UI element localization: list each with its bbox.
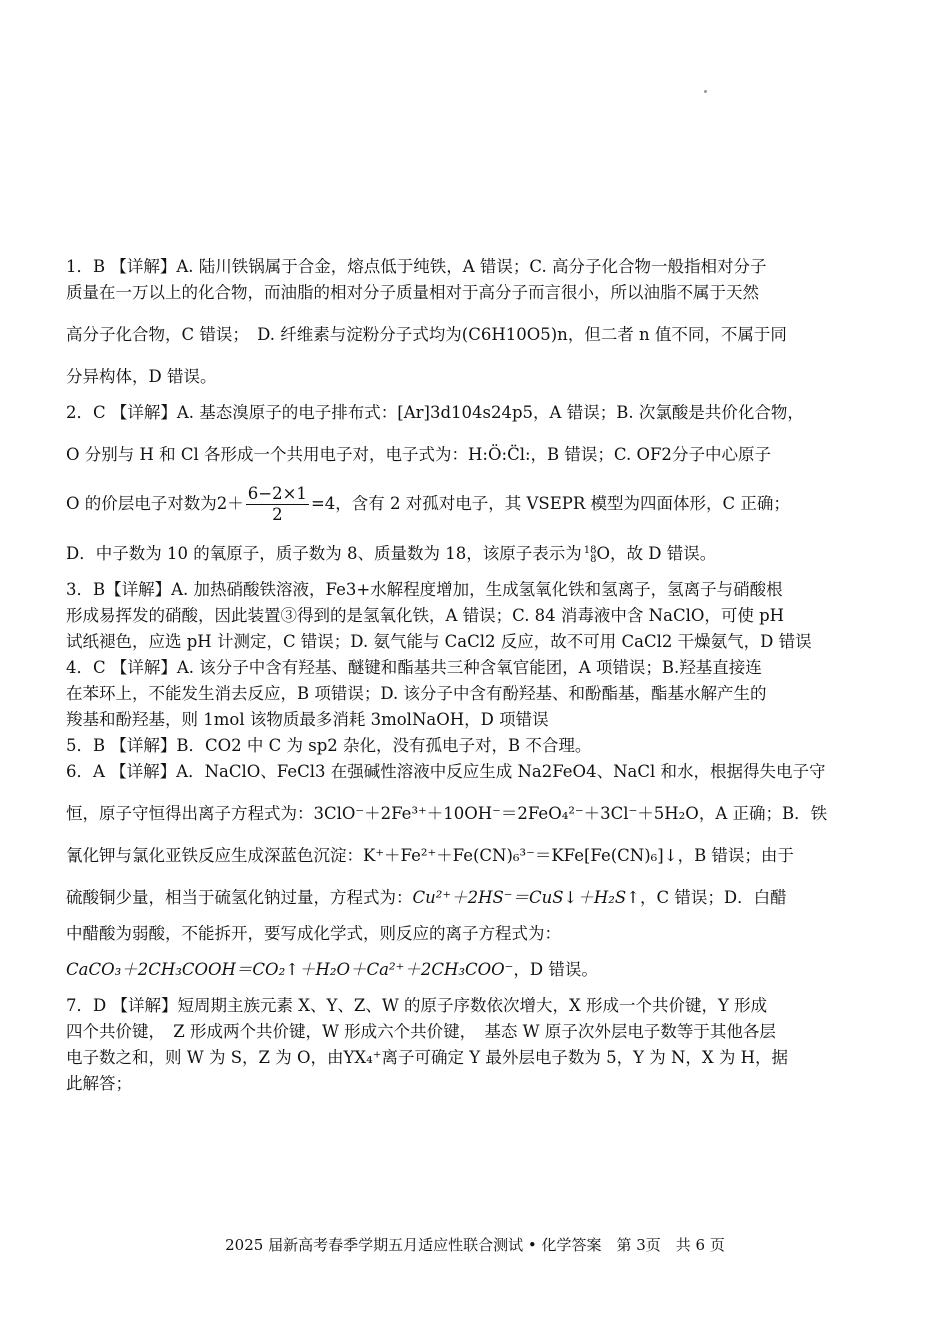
answer-6-line-2: 恒，原子守恒得出离子方程式为：3ClO⁻＋2Fe³⁺＋10OH⁻＝2FeO₄²⁻＋3Cl⁻＋5H₂O，A 正确；B．铁 xyxy=(66,804,828,823)
answer-3-line-1: 3．B【详解】A. 加热硝酸铁溶液，Fe3+水解程度增加，生成氢氧化铁和氢离子，氢离子与硝酸根 xyxy=(66,580,783,599)
of2-formula: OF2 xyxy=(636,445,672,464)
answer-4-line-1: 4．C 【详解】A. 该分子中含有羟基、醚键和酯基共三种含氧官能团，A 项错误；B.羟基直接连 xyxy=(66,658,762,677)
answer-3-line-2: 形成易挥发的硝酸，因此装置③得到的是氢氧化铁，A 错误；C. 84 消毒液中含 NaClO，可使 pH xyxy=(66,606,785,625)
answer-3 xyxy=(66,577,886,655)
answer-2-line-3: O 的价层电子对数为2＋ $\frac{6-2\times 1}{2}$ =4，含有 2 对孤对电子，其 VSEPR 模型为四面体形，C 正确； xyxy=(66,484,790,524)
answer-1-line-2: 质量在一万以上的化合物，而油脂的相对分子质量相对于高分子而言很小，所以油脂不属于天然 xyxy=(66,283,759,302)
answer-2 xyxy=(66,400,886,567)
answer-6-line-5: 中醋酸为弱酸，不能拆开，要写成化学式，则反应的离子方程式为： xyxy=(66,924,561,943)
valence-pair-fraction: $\frac{6-2\times 1}{2}$ xyxy=(247,484,307,524)
answer-6-line-1: 6．A 【详解】A．NaClO、FeCl3 在强碱性溶液中反应生成 Na2FeO4、NaCl 和水，根据得失电子守 xyxy=(66,762,826,781)
answer-7-line-2: 四个共价键， Z 形成两个共价键，W 形成六个共价键， 基态 W 原子次外层电子数等于其他各层 xyxy=(66,1022,776,1041)
answer-5-line-1: 5．B 【详解】B．CO2 中 C 为 sp2 杂化，没有孤电子对，B 不合理。 xyxy=(66,736,592,755)
answer-2-line-1: 2．C 【详解】A. 基态溴原子的电子排布式：[Ar]3d104s24p5，A 错误；B. 次氯酸是共价化合物， xyxy=(66,403,804,422)
answer-4-line-2: 在苯环上，不能发生消去反应，B 项错误；D. 该分子中含有酚羟基、和酚酯基，酯基水解产生的 xyxy=(66,684,767,703)
answer-6 xyxy=(66,759,886,983)
answer-7-line-4: 此解答； xyxy=(66,1074,132,1093)
answer-1-line-3: 高分子化合物，C 错误； D. 纤维素与淀粉分子式均为(C6H10O5)n，但二者 n 值不同，不属于同 xyxy=(66,325,787,344)
answer-5 xyxy=(66,733,886,759)
cellulose-formula: (C6H10O5)n xyxy=(461,325,568,344)
ammonium-ion: YX₄⁺ xyxy=(343,1048,382,1067)
prussian-blue-equation: K⁺＋Fe²⁺＋Fe(CN)₆³⁻＝KFe[Fe(CN)₆]↓ xyxy=(363,846,678,865)
answer-1-line-4: 分异构体，D 错误。 xyxy=(66,367,217,386)
answer-6-line-4: 硫酸铜少量，相当于硫氢化钠过量，方程式为：Cu²⁺＋2HS⁻＝CuS↓＋H₂S↑，C 错误；D．白醋 xyxy=(66,888,787,907)
copper-sulfide-equation: Cu²⁺＋2HS⁻＝CuS↓＋H₂S↑ xyxy=(412,888,640,907)
isotope-notation: 18 8 xyxy=(583,544,597,565)
page-footer: 2025 届新高考春季学期五月适应性联合测试 • 化学答案 第 3页 共 6 页 xyxy=(225,1236,725,1254)
answer-content xyxy=(66,254,886,1097)
electron-configuration: [Ar]3d104s24p5 xyxy=(397,403,534,422)
ferrate-equation: 3ClO⁻＋2Fe³⁺＋10OH⁻＝2FeO₄²⁻＋3Cl⁻＋5H₂O xyxy=(313,804,699,823)
answer-2-line-2: O 分别与 H 和 Cl 各形成一个共用电子对，电子式为：H:Ö:C̈l:，B 错误；C. OF2分子中心原子 xyxy=(66,445,771,464)
decorative-dot xyxy=(704,90,707,93)
answer-3-line-3: 试纸褪色，应选 pH 计测定，C 错误；D. 氨气能与 CaCl2 反应，故不可用 CaCl2 干燥氨气，D 错误 xyxy=(66,632,812,651)
answer-7-line-1: 7．D 【详解】短周期主族元素 X、Y、Z、W 的原子序数依次增大，X 形成一个共价键，Y 形成 xyxy=(66,996,768,1015)
hclo-lewis-structure: H:Ö:C̈l: xyxy=(468,445,531,464)
answer-6-line-3: 氰化钾与氯化亚铁反应生成深蓝色沉淀：K⁺＋Fe²⁺＋Fe(CN)₆³⁻＝KFe[Fe(CN)₆]↓，B 错误；由于 xyxy=(66,846,794,865)
answer-1-line-1: 1．B 【详解】A. 陆川铁锅属于合金，熔点低于纯铁，A 错误；C. 高分子化合物一般指相对分子 xyxy=(66,257,767,276)
answer-2-line-4: D．中子数为 10 的氧原子，质子数为 8、质量数为 18，该原子表示为 18 8 O，故 D 错误。 xyxy=(66,544,717,565)
answer-7 xyxy=(66,993,886,1097)
acetic-acid-equation: CaCO₃＋2CH₃COOH＝CO₂↑＋H₂O＋Ca²⁺＋2CH₃COO⁻ xyxy=(66,960,514,979)
answer-6-line-6: CaCO₃＋2CH₃COOH＝CO₂↑＋H₂O＋Ca²⁺＋2CH₃COO⁻，D 错误。 xyxy=(66,960,598,979)
answer-7-line-3: 电子数之和，则 W 为 S，Z 为 O，由YX₄⁺离子可确定 Y 最外层电子数为 5，Y 为 N，X 为 H，据 xyxy=(66,1048,789,1067)
answer-4-line-3: 羧基和酚羟基，则 1mol 该物质最多消耗 3molNaOH，D 项错误 xyxy=(66,710,549,729)
answer-4 xyxy=(66,655,886,733)
answer-1 xyxy=(66,254,886,390)
